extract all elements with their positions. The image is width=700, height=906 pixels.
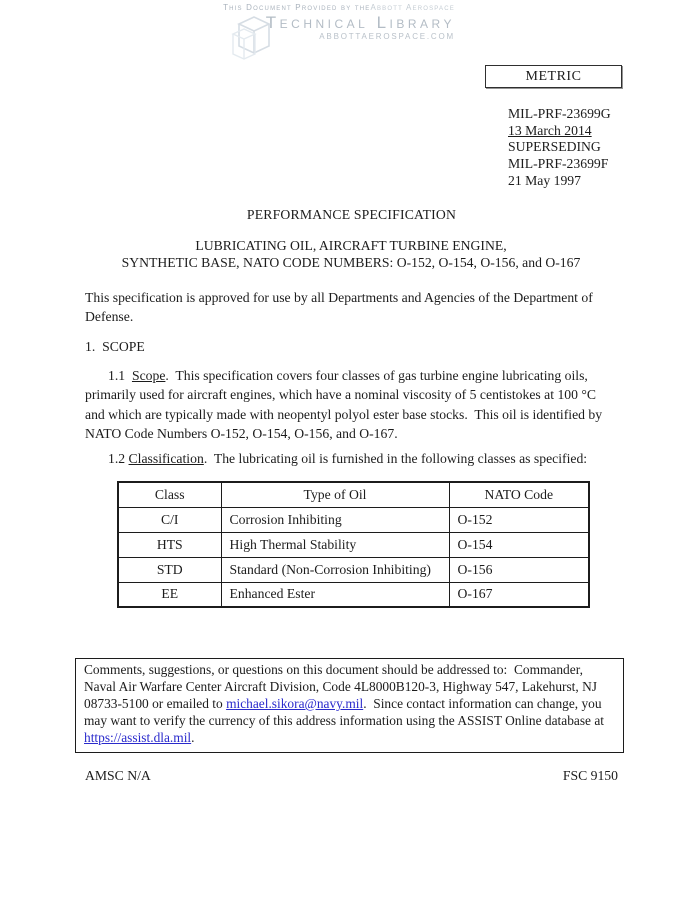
- comments-text-part3: .: [191, 729, 195, 745]
- metric-badge: METRIC: [485, 65, 622, 88]
- table-cell-class: STD: [118, 557, 221, 582]
- spec-id-block: [508, 106, 611, 190]
- scope-section-heading: 1. SCOPE: [85, 339, 145, 354]
- table-row: [118, 582, 589, 607]
- table-cell-type: Enhanced Ester: [221, 582, 449, 607]
- scope-paragraph-number: 1.1: [108, 368, 132, 383]
- classification-paragraph-text: . The lubricating oil is furnished in the following classes as specified:: [203, 451, 588, 466]
- fsc-code: FSC 9150: [562, 768, 618, 783]
- table-row: [118, 532, 589, 557]
- classification-paragraph: [85, 449, 618, 468]
- spec-number: MIL-PRF-23699G: [508, 106, 611, 121]
- footer-row: [85, 768, 618, 784]
- comments-text-part2: . Since contact information can change, you may want to verify the currency of this address information using the ASSIST Online database at: [84, 695, 608, 728]
- subject-title-line2: SYNTHETIC BASE, NATO CODE NUMBERS: O-152, O-154, O-156, and O-167: [121, 255, 581, 271]
- spec-date: 13 March 2014: [508, 122, 592, 138]
- superseded-spec-number: MIL-PRF-23699F: [508, 156, 609, 172]
- table-header-class: Class: [118, 482, 221, 507]
- technical-library-title: Technical Library: [265, 12, 455, 32]
- table-cell-nato: O-152: [449, 507, 589, 532]
- abbottaerospace-url: ABBOTTAEROSPACE.COM: [319, 32, 455, 42]
- assist-database-link[interactable]: https://assist.dla.mil: [84, 729, 192, 745]
- classification-table: [117, 481, 590, 608]
- scope-paragraph: [85, 366, 618, 443]
- superseding-label: SUPERSEDING: [508, 139, 601, 155]
- table-cell-class: EE: [118, 582, 221, 607]
- scope-paragraph-label: Scope: [131, 368, 166, 383]
- superseded-spec-date: 21 May 1997: [508, 172, 581, 188]
- table-header-type-of-oil: Type of Oil: [221, 482, 449, 507]
- classification-paragraph-number: 1.2: [108, 451, 129, 466]
- cube-logo-icon: [231, 12, 275, 64]
- table-cell-nato: O-167: [449, 582, 589, 607]
- comments-text-part1: Comments, suggestions, or questions on this document should be addressed to: Commander, Naval Air Warfare Center Aircraft Division, Code 4L8000B120-3, Highway 547, Lakehurst, NJ 08733-5100 or emailed to: [84, 662, 601, 711]
- document-subject-title: [60, 237, 642, 272]
- document-type-title: PERFORMANCE SPECIFICATION: [246, 207, 457, 222]
- amsc-code: AMSC N/A: [85, 768, 151, 783]
- table-header-nato-code: NATO Code: [449, 482, 589, 507]
- provided-by-text: This Document Provided by the: [223, 3, 371, 12]
- provided-by-line: [0, 4, 455, 13]
- email-link[interactable]: michael.sikora@navy.mil: [226, 695, 364, 711]
- table-cell-type: Corrosion Inhibiting: [221, 507, 449, 532]
- technical-library-watermark: [0, 4, 455, 42]
- table-header-row: [118, 482, 589, 507]
- abbott-aerospace-brand: Abbott Aerospace: [370, 3, 455, 12]
- classification-paragraph-label: Classification: [128, 451, 204, 466]
- table-cell-type: High Thermal Stability: [221, 532, 449, 557]
- table-cell-type: Standard (Non-Corrosion Inhibiting): [221, 557, 449, 582]
- scope-paragraph-text: . This specification covers four classes of gas turbine engine lubricating oils, primarily used for aircraft engines, which have a nominal viscosity of 5 centistokes at 100 °C and which are typically made with neopentyl polyol ester base stocks. This oil is identified by NATO Code Numbers O-152, O-154, O-156, and O-167.: [85, 368, 606, 441]
- subject-title-line1: LUBRICATING OIL, AIRCRAFT TURBINE ENGINE,: [195, 238, 507, 253]
- table-cell-nato: O-154: [449, 532, 589, 557]
- table-cell-class: HTS: [118, 532, 221, 557]
- table-row: [118, 507, 589, 532]
- approval-statement: This specification is approved for use by all Departments and Agencies of the Department of Defense.: [85, 290, 597, 325]
- table-cell-nato: O-156: [449, 557, 589, 582]
- table-row: [118, 557, 589, 582]
- table-cell-class: C/I: [118, 507, 221, 532]
- comments-address-box: [75, 658, 624, 753]
